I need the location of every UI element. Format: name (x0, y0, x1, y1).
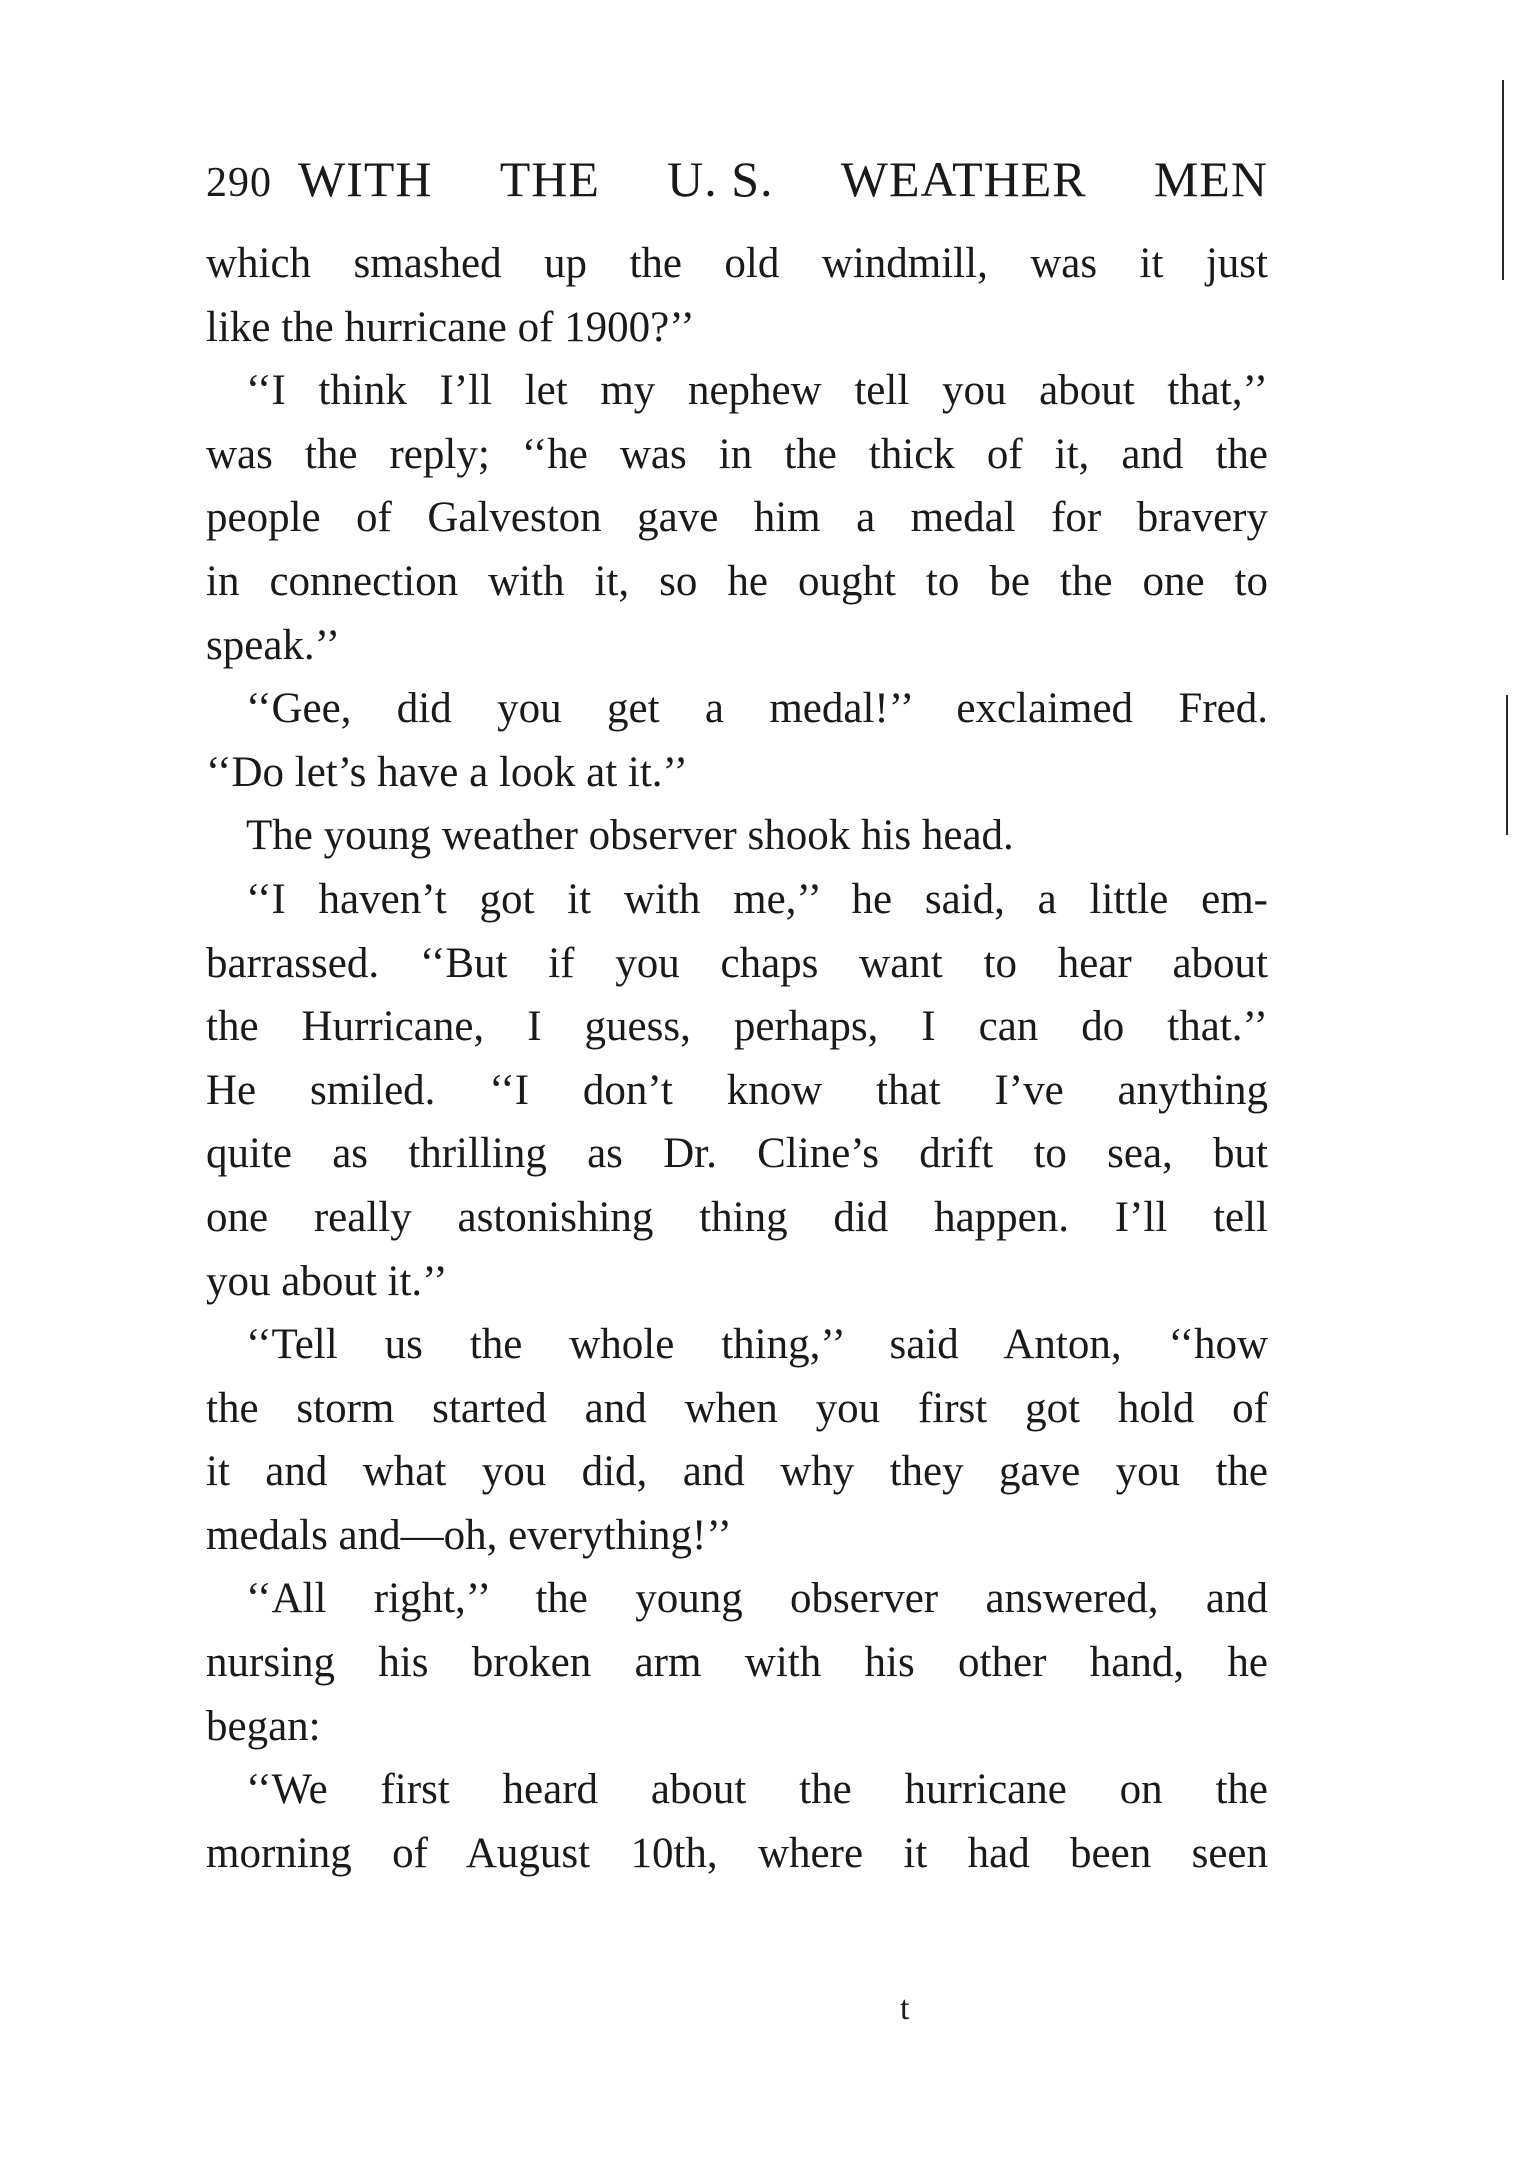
text-line: the Hurricane, I guess, perhaps, I can do that.’’ (206, 1003, 1268, 1051)
text-line: ‘‘Tell us the whole thing,’’ said Anton, ‘‘how (246, 1321, 1268, 1369)
paragraph (206, 804, 1268, 868)
text-line: like the hurricane of 1900?’’ (206, 303, 695, 351)
text-line: began: (206, 1702, 321, 1750)
text-line: one really astonishing thing did happen. I’ll tell (206, 1193, 1268, 1241)
running-head-word: WITH (298, 151, 433, 207)
running-head-word: WEATHER (840, 151, 1087, 207)
text-line: medals and—oh, everything!’’ (206, 1511, 732, 1559)
text-line: was the reply; ‘‘he was in the thick of it, and the (206, 430, 1268, 478)
text-line: ‘‘I think I’ll let my nephew tell you about that,’’ (246, 367, 1268, 415)
text-line: it and what you did, and why they gave you the (206, 1448, 1268, 1496)
text-line: The young weather observer shook his head. (246, 812, 1014, 860)
body-text (206, 232, 1268, 1885)
running-head (298, 150, 1268, 208)
text-line: ‘‘Gee, did you get a medal!’’ exclaimed Fred. (246, 685, 1268, 733)
text-line: ‘‘We first heard about the hurricane on the (246, 1766, 1268, 1814)
scan-edge-line (1506, 695, 1508, 835)
text-line: you about it.’’ (206, 1257, 448, 1305)
paragraph (206, 1567, 1268, 1758)
text-line: people of Galveston gave him a medal for bravery (206, 494, 1268, 542)
text-line: in connection with it, so he ought to be the one to (206, 557, 1268, 605)
text-line: speak.’’ (206, 621, 341, 669)
paragraph (206, 1313, 1268, 1567)
scan-edge-line (1502, 80, 1504, 280)
text-line: He smiled. ‘‘I don’t know that I’ve anything (206, 1066, 1268, 1114)
running-head-word: MEN (1153, 151, 1268, 207)
running-head-word: U. S. (667, 151, 774, 207)
text-line: quite as thrilling as Dr. Cline’s drift to sea, but (206, 1130, 1268, 1178)
paragraph (206, 868, 1268, 1313)
running-head-word: THE (499, 151, 600, 207)
paragraph (206, 677, 1268, 804)
paragraph (206, 232, 1268, 359)
page-number: 290 (206, 160, 272, 206)
paragraph (206, 359, 1268, 677)
paragraph (206, 1758, 1268, 1885)
text-line: ‘‘Do let’s have a look at it.’’ (206, 748, 688, 796)
text-line: barrassed. ‘‘But if you chaps want to hear about (206, 939, 1268, 987)
text-line: the storm started and when you first got hold of (206, 1384, 1268, 1432)
text-line: which smashed up the old windmill, was it just (206, 240, 1268, 287)
text-line: ‘‘I haven’t got it with me,’’ he said, a little em- (246, 875, 1268, 923)
text-line: morning of August 10th, where it had been seen (206, 1829, 1268, 1877)
signature-mark: t (900, 1990, 910, 2027)
page-header (206, 150, 1268, 220)
text-line: nursing his broken arm with his other hand, he (206, 1639, 1268, 1687)
text-line: ‘‘All right,’’ the young observer answered, and (246, 1575, 1268, 1623)
